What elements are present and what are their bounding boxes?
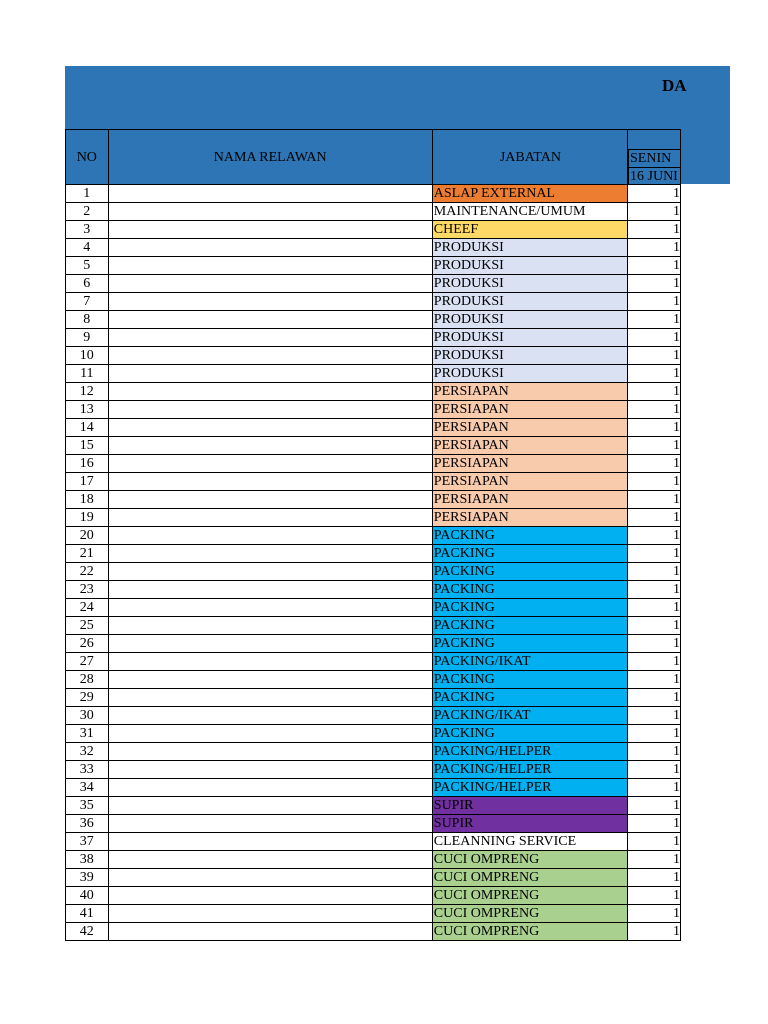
cell-nama-relawan[interactable] [108,743,432,761]
cell-jabatan[interactable]: PACKING [432,527,627,545]
cell-day-value[interactable]: 1 [628,779,681,797]
cell-no[interactable]: 30 [66,707,109,725]
cell-day-value[interactable]: 1 [628,797,681,815]
cell-jabatan[interactable]: PACKING [432,635,627,653]
cell-jabatan[interactable]: SUPIR [432,815,627,833]
cell-nama-relawan[interactable] [108,455,432,473]
cell-jabatan[interactable]: MAINTENANCE/UMUM [432,203,627,221]
cell-jabatan[interactable]: PERSIAPAN [432,401,627,419]
cell-no[interactable]: 26 [66,635,109,653]
cell-nama-relawan[interactable] [108,347,432,365]
table-row [66,869,681,887]
table-row [66,887,681,905]
cell-no[interactable]: 32 [66,743,109,761]
header-day: SENIN [630,151,672,166]
table-row [66,815,681,833]
cell-nama-relawan[interactable] [108,185,432,203]
cell-nama-relawan[interactable] [108,275,432,293]
table-row [66,545,681,563]
cell-nama-relawan[interactable] [108,815,432,833]
table-row [66,653,681,671]
cell-day-value[interactable]: 1 [628,383,681,401]
table-row [66,401,681,419]
cell-day-value[interactable]: 1 [628,347,681,365]
cell-no[interactable]: 7 [66,293,109,311]
cell-day-value[interactable]: 1 [628,473,681,491]
cell-jabatan[interactable]: SUPIR [432,797,627,815]
table-row [66,761,681,779]
cell-jabatan[interactable]: PERSIAPAN [432,509,627,527]
table-row [66,725,681,743]
cell-no[interactable]: 35 [66,797,109,815]
cell-nama-relawan[interactable] [108,383,432,401]
cell-jabatan[interactable]: PACKING [432,581,627,599]
cell-no[interactable]: 1 [66,185,109,203]
table-row [66,527,681,545]
cell-no[interactable]: 31 [66,725,109,743]
cell-no[interactable]: 13 [66,401,109,419]
cell-jabatan[interactable]: PACKING/HELPER [432,779,627,797]
cell-nama-relawan[interactable] [108,887,432,905]
table-row [66,617,681,635]
cell-jabatan[interactable]: PACKING [432,617,627,635]
cell-nama-relawan[interactable] [108,545,432,563]
cell-jabatan[interactable]: PACKING [432,545,627,563]
cell-jabatan[interactable]: PRODUKSI [432,365,627,383]
cell-day-value[interactable]: 1 [628,653,681,671]
header-nama-relawan[interactable]: NAMA RELAWAN [108,130,432,185]
cell-day-value[interactable]: 1 [628,203,681,221]
cell-no[interactable]: 40 [66,887,109,905]
cell-nama-relawan[interactable] [108,311,432,329]
cell-nama-relawan[interactable] [108,851,432,869]
cell-jabatan[interactable]: ASLAP EXTERNAL [432,185,627,203]
table-row [66,491,681,509]
cell-no[interactable]: 16 [66,455,109,473]
cell-day-value[interactable]: 1 [628,851,681,869]
cell-no[interactable]: 22 [66,563,109,581]
cell-nama-relawan[interactable] [108,401,432,419]
cell-nama-relawan[interactable] [108,653,432,671]
table-row [66,347,681,365]
table-row [66,311,681,329]
cell-day-value[interactable]: 1 [628,581,681,599]
cell-day-value[interactable]: 1 [628,545,681,563]
cell-jabatan[interactable]: CUCI OMPRENG [432,905,627,923]
table-row [66,851,681,869]
cell-no[interactable]: 41 [66,905,109,923]
cell-no[interactable]: 4 [66,239,109,257]
cell-jabatan[interactable]: PRODUKSI [432,329,627,347]
cell-jabatan[interactable]: PRODUKSI [432,257,627,275]
cell-jabatan[interactable]: PACKING [432,671,627,689]
cell-no[interactable]: 29 [66,689,109,707]
table-row [66,257,681,275]
cell-day-value[interactable]: 1 [628,707,681,725]
cell-day-value[interactable]: 1 [628,869,681,887]
table-row [66,419,681,437]
cell-jabatan[interactable]: PERSIAPAN [432,437,627,455]
cell-no[interactable]: 19 [66,509,109,527]
cell-no[interactable]: 8 [66,311,109,329]
cell-no[interactable]: 11 [66,365,109,383]
table-row [66,509,681,527]
cell-nama-relawan[interactable] [108,221,432,239]
cell-day-value[interactable]: 1 [628,887,681,905]
cell-day-value[interactable]: 1 [628,833,681,851]
cell-no[interactable]: 18 [66,491,109,509]
cell-jabatan[interactable]: PRODUKSI [432,275,627,293]
cell-day-value[interactable]: 1 [628,761,681,779]
header-no[interactable]: NO [66,130,109,185]
cell-jabatan[interactable]: CUCI OMPRENG [432,923,627,941]
cell-nama-relawan[interactable] [108,203,432,221]
cell-nama-relawan[interactable] [108,869,432,887]
sheet-title: DA [662,76,687,95]
table-row [66,689,681,707]
cell-jabatan[interactable]: PACKING/HELPER [432,761,627,779]
cell-nama-relawan[interactable] [108,437,432,455]
cell-nama-relawan[interactable] [108,329,432,347]
cell-no[interactable]: 5 [66,257,109,275]
cell-jabatan[interactable]: PACKING [432,599,627,617]
cell-jabatan[interactable]: PERSIAPAN [432,455,627,473]
cell-jabatan[interactable]: PACKING/IKAT [432,653,627,671]
table-row [66,239,681,257]
relawan-table [65,129,681,941]
cell-no[interactable]: 27 [66,653,109,671]
cell-no[interactable]: 9 [66,329,109,347]
cell-nama-relawan[interactable] [108,617,432,635]
day-header-box [628,149,680,184]
cell-nama-relawan[interactable] [108,725,432,743]
table-body [66,185,681,941]
cell-nama-relawan[interactable] [108,671,432,689]
cell-day-value[interactable]: 1 [628,617,681,635]
cell-jabatan[interactable]: CHEEF [432,221,627,239]
cell-day-value[interactable]: 1 [628,635,681,653]
cell-day-value[interactable]: 1 [628,329,681,347]
table-row [66,455,681,473]
cell-no[interactable]: 34 [66,779,109,797]
header-row [66,130,681,185]
cell-no[interactable]: 28 [66,671,109,689]
cell-day-value[interactable]: 1 [628,239,681,257]
table-row [66,797,681,815]
table-row [66,293,681,311]
cell-day-value[interactable]: 1 [628,743,681,761]
cell-jabatan[interactable]: PRODUKSI [432,347,627,365]
table-row [66,383,681,401]
cell-day-value[interactable]: 1 [628,725,681,743]
cell-nama-relawan[interactable] [108,257,432,275]
cell-nama-relawan[interactable] [108,833,432,851]
cell-day-value[interactable]: 1 [628,689,681,707]
cell-day-value[interactable]: 1 [628,437,681,455]
cell-jabatan[interactable]: CLEANNING SERVICE [432,833,627,851]
cell-jabatan[interactable]: PACKING [432,563,627,581]
cell-day-value[interactable]: 1 [628,275,681,293]
cell-day-value[interactable]: 1 [628,221,681,239]
cell-nama-relawan[interactable] [108,563,432,581]
cell-day-value[interactable]: 1 [628,527,681,545]
table-row [66,437,681,455]
cell-jabatan[interactable]: PERSIAPAN [432,383,627,401]
cell-no[interactable]: 37 [66,833,109,851]
table-row [66,563,681,581]
cell-day-value[interactable]: 1 [628,293,681,311]
cell-jabatan[interactable]: PRODUKSI [432,239,627,257]
table-row [66,365,681,383]
cell-jabatan[interactable]: PERSIAPAN [432,473,627,491]
cell-no[interactable]: 20 [66,527,109,545]
cell-nama-relawan[interactable] [108,923,432,941]
table-row [66,743,681,761]
table-row [66,581,681,599]
table-row [66,275,681,293]
cell-nama-relawan[interactable] [108,491,432,509]
cell-nama-relawan[interactable] [108,365,432,383]
spreadsheet [65,129,681,951]
cell-jabatan[interactable]: CUCI OMPRENG [432,851,627,869]
table-row [66,473,681,491]
cell-jabatan[interactable]: PERSIAPAN [432,419,627,437]
cell-no[interactable]: 12 [66,383,109,401]
table-row [66,707,681,725]
cell-day-value[interactable]: 1 [628,671,681,689]
cell-day-value[interactable]: 1 [628,311,681,329]
table-row [66,923,681,941]
header-day-column[interactable] [628,130,681,185]
table-row [66,833,681,851]
cell-nama-relawan[interactable] [108,689,432,707]
cell-jabatan[interactable]: PRODUKSI [432,311,627,329]
header-jabatan[interactable]: JABATAN [432,130,627,185]
cell-day-value[interactable]: 1 [628,815,681,833]
cell-nama-relawan[interactable] [108,599,432,617]
cell-day-value[interactable]: 1 [628,509,681,527]
cell-day-value[interactable]: 1 [628,185,681,203]
cell-no[interactable]: 39 [66,869,109,887]
cell-day-value[interactable]: 1 [628,563,681,581]
cell-jabatan[interactable]: PACKING/HELPER [432,743,627,761]
cell-nama-relawan[interactable] [108,707,432,725]
cell-day-value[interactable]: 1 [628,257,681,275]
table-row [66,905,681,923]
cell-jabatan[interactable]: CUCI OMPRENG [432,887,627,905]
cell-no[interactable]: 14 [66,419,109,437]
table-row [66,779,681,797]
cell-jabatan[interactable]: PACKING [432,689,627,707]
cell-no[interactable]: 2 [66,203,109,221]
cell-no[interactable]: 42 [66,923,109,941]
cell-nama-relawan[interactable] [108,239,432,257]
cell-nama-relawan[interactable] [108,905,432,923]
cell-no[interactable]: 10 [66,347,109,365]
cell-nama-relawan[interactable] [108,293,432,311]
cell-no[interactable]: 24 [66,599,109,617]
cell-jabatan[interactable]: PACKING/IKAT [432,707,627,725]
table-row [66,221,681,239]
cell-no[interactable]: 17 [66,473,109,491]
cell-no[interactable]: 6 [66,275,109,293]
cell-nama-relawan[interactable] [108,527,432,545]
cell-nama-relawan[interactable] [108,419,432,437]
table-row [66,185,681,203]
table-row [66,203,681,221]
cell-day-value[interactable]: 1 [628,905,681,923]
table-row [66,599,681,617]
cell-no[interactable]: 23 [66,581,109,599]
cell-no[interactable]: 21 [66,545,109,563]
cell-no[interactable]: 33 [66,761,109,779]
cell-jabatan[interactable]: PACKING [432,725,627,743]
cell-day-value[interactable]: 1 [628,401,681,419]
cell-jabatan[interactable]: CUCI OMPRENG [432,869,627,887]
cell-no[interactable]: 36 [66,815,109,833]
cell-no[interactable]: 15 [66,437,109,455]
header-date: 16 JUNI [629,167,680,185]
cell-nama-relawan[interactable] [108,473,432,491]
cell-jabatan[interactable]: PRODUKSI [432,293,627,311]
table-row [66,635,681,653]
cell-day-value[interactable]: 1 [628,599,681,617]
cell-nama-relawan[interactable] [108,635,432,653]
cell-day-value[interactable]: 1 [628,455,681,473]
cell-nama-relawan[interactable] [108,779,432,797]
cell-nama-relawan[interactable] [108,797,432,815]
cell-day-value[interactable]: 1 [628,419,681,437]
cell-nama-relawan[interactable] [108,581,432,599]
table-row [66,329,681,347]
cell-no[interactable]: 38 [66,851,109,869]
cell-day-value[interactable]: 1 [628,365,681,383]
cell-nama-relawan[interactable] [108,761,432,779]
cell-jabatan[interactable]: PERSIAPAN [432,491,627,509]
cell-day-value[interactable]: 1 [628,923,681,941]
cell-nama-relawan[interactable] [108,509,432,527]
cell-day-value[interactable]: 1 [628,491,681,509]
table-row [66,671,681,689]
cell-no[interactable]: 25 [66,617,109,635]
cell-no[interactable]: 3 [66,221,109,239]
